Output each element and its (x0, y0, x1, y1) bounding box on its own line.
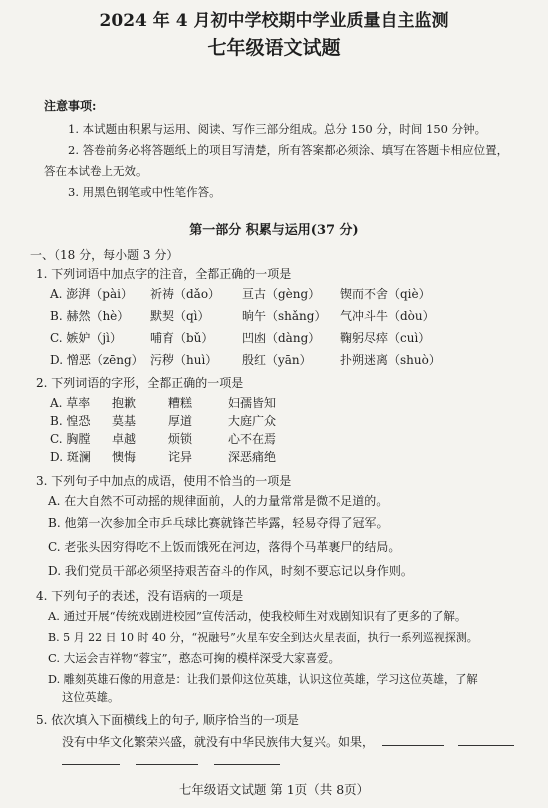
answer-blank (458, 733, 514, 746)
question-5-text (62, 733, 514, 750)
question-3-option-c: C. 老张头因穷得吃不上饭而饿死在河边，落得个马革裹尸的结局。 (48, 540, 401, 554)
question-1-row-c (50, 331, 430, 346)
question-3-option-d: D. 我们党员干部必须坚持艰苦奋斗的作风，时刻不要忘记以身作则。 (48, 564, 413, 578)
q1-c-2: 哺育（bǔ） (150, 331, 214, 345)
q2-d-3: 诧异 (168, 450, 193, 464)
q2-b-2: 莫基 (112, 414, 137, 428)
question-1-row-a (50, 287, 431, 302)
q2-b-3: 厚道 (168, 414, 193, 428)
page-footer: 七年级语文试题 第 1页（共 8页） (178, 782, 370, 797)
q2-a-2: 抱歉 (112, 396, 137, 410)
q1-b-3: 晌午（shǎng） (242, 309, 327, 323)
q1-c-1: C. 嫉妒（jì） (50, 331, 122, 345)
q1-a-1: A. 澎湃（pài） (50, 287, 133, 301)
q2-b-1: B. 惶恐 (50, 414, 91, 428)
question-5-stem: 5. 依次填入下面横线上的句子, 顺序恰当的一项是 (36, 713, 299, 727)
question-4-option-a: A. 通过开展“传统戏剧进校园”宣传活动，使我校师生对戏剧知识有了更多的了解。 (48, 609, 467, 623)
q1-d-2: 污秽（huì） (150, 353, 218, 367)
q1-c-4: 鞠躬尽瘁（cuì） (340, 331, 431, 345)
answer-blank (136, 752, 198, 765)
notice-item-3: 3. 用黑色钢笔或中性笔作答。 (68, 185, 221, 199)
q1-c-3: 凹凼（dàng） (242, 331, 321, 345)
q2-c-3: 烦锁 (168, 432, 193, 446)
q2-c-4: 心不在焉 (228, 432, 277, 446)
q1-a-3: 亘古（gèng） (242, 287, 321, 301)
question-3-stem: 3. 下列句子中加点的成语，使用不恰当的一项是 (36, 474, 292, 488)
question-1-stem: 1. 下列词语中加点字的注音，全都正确的一项是 (36, 267, 292, 281)
q1-d-3: 殷红（yān） (242, 353, 312, 367)
question-1-row-d (50, 353, 441, 368)
answer-blank (382, 733, 444, 746)
q2-a-4: 妇孺皆知 (228, 396, 277, 410)
question-3-option-a: A. 在大自然不可动摇的规律面前，人的力量常常是微不足道的。 (48, 494, 389, 508)
question-2-stem: 2. 下列词语的字形，全都正确的一项是 (36, 376, 244, 390)
q2-c-2: 卓越 (112, 432, 137, 446)
q2-c-1: C. 胸膛 (50, 432, 91, 446)
question-4-option-c: C. 大运会吉祥物“蓉宝”，憨态可掬的模样深受大家喜爱。 (48, 651, 340, 665)
q2-a-3: 糟糕 (168, 396, 193, 410)
section-heading: 一、（18 分，每小题 3 分） (30, 248, 179, 262)
notice-item-1: 1. 本试题由积累与运用、阅读、写作三部分组成。总分 150 分，时间 150 分钟。 (68, 122, 487, 136)
q1-d-4: 扑朔迷离（shuò） (340, 353, 441, 367)
q2-d-4: 深恶痛绝 (228, 450, 277, 464)
question-3-option-b: B. 他第一次参加全市乒乓球比赛就锋芒毕露，轻易夺得了冠军。 (48, 516, 389, 530)
answer-blank (214, 752, 280, 765)
question-2-row-a (50, 396, 276, 411)
q1-b-4: 气冲斗牛（dòu） (340, 309, 435, 323)
question-4-option-d: D. 雕刻英雄石像的用意是：让我们景仰这位英雄，认识这位英雄，学习这位英雄，了解 (48, 673, 478, 686)
question-4-option-b: B. 5 月 22 日 10 时 40 分，“祝融号”火星车安全到达火星表面，执行一系列巡视探测。 (48, 631, 478, 644)
q2-a-1: A. 草率 (50, 396, 91, 410)
q1-b-1: B. 赫然（hè） (50, 309, 130, 323)
answer-blank (62, 752, 120, 765)
exam-title: 2024 年 4 月初中学校期中学业质量自主监测 (99, 11, 449, 31)
question-1-row-b (50, 309, 435, 324)
question-4-stem: 4. 下列句子的表述，没有语病的一项是 (36, 589, 244, 603)
notice-heading: 注意事项: (44, 99, 97, 113)
q2-d-2: 懊悔 (112, 450, 137, 464)
question-5-sentence: 没有中华文化繁荣兴盛，就没有中华民族伟大复兴。如果， (62, 735, 375, 749)
q2-b-4: 大庭广众 (228, 414, 277, 428)
q1-a-4: 锲而不舍（qiè） (340, 287, 431, 301)
question-2-row-c (50, 432, 276, 447)
q1-d-1: D. 憎恶（zēng） (50, 353, 144, 367)
question-4-option-d-cont: 这位英雄。 (62, 690, 120, 704)
q1-b-2: 默契（qì） (150, 309, 210, 323)
part-title: 第一部分 积累与运用(37 分) (189, 223, 359, 238)
q1-a-2: 祈祷（dǎo） (150, 287, 221, 301)
question-2-row-d (50, 450, 276, 465)
notice-item-2: 2. 答卷前务必将答题纸上的项目写清楚，所有答案都必须涂、填写在答题卡相应位置， (68, 143, 509, 157)
notice-item-2-cont: 答在本试卷上无效。 (44, 164, 148, 178)
question-2-row-b (50, 414, 276, 429)
q2-d-1: D. 斑澜 (50, 450, 91, 464)
exam-subtitle: 七年级语文试题 (207, 37, 341, 59)
question-5-blanks-row (62, 752, 280, 769)
